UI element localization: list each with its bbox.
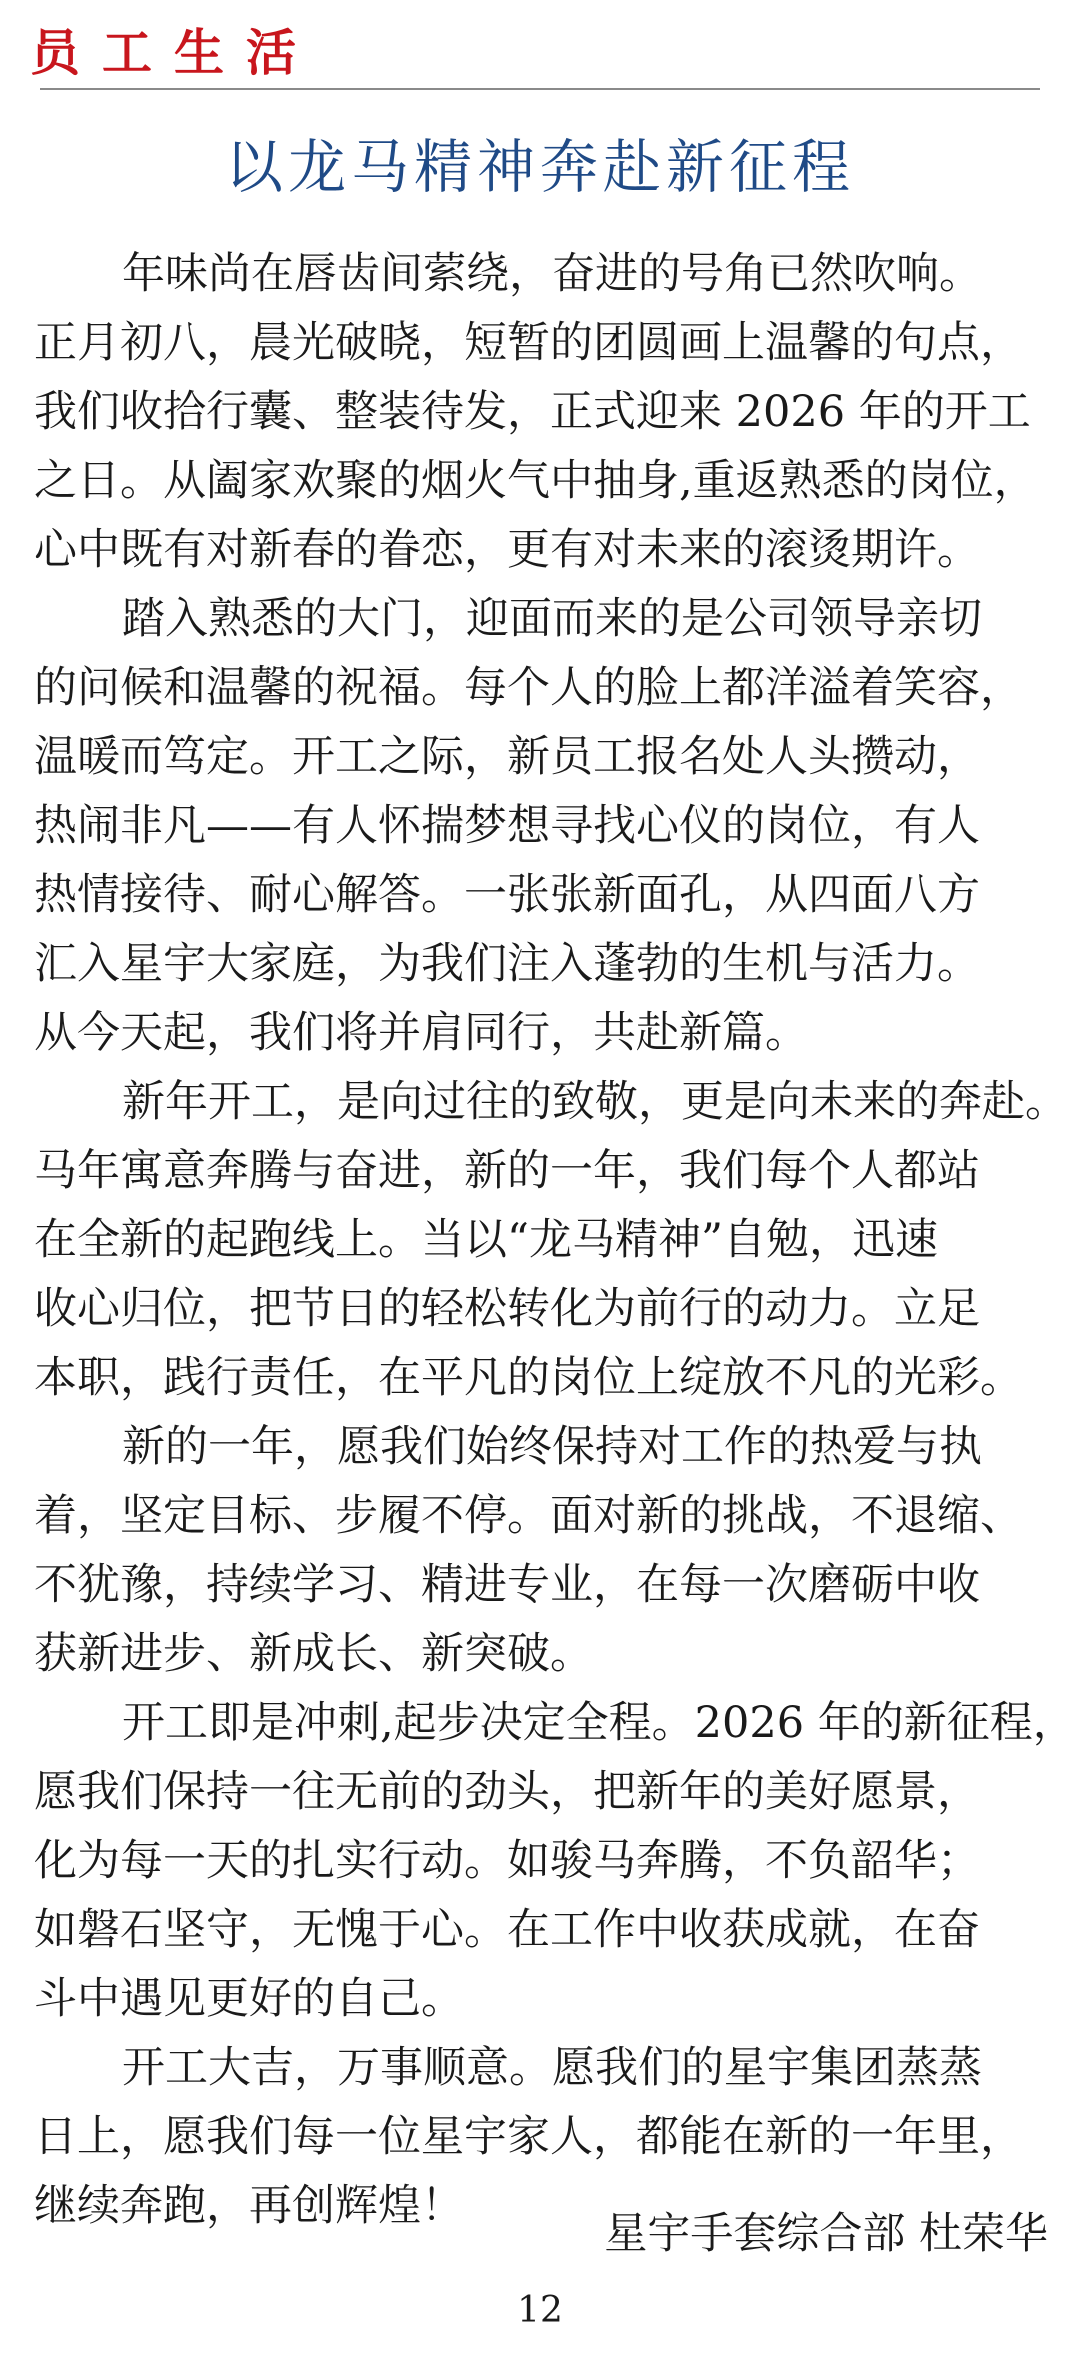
- text-line: 在全新的起跑线上。当以“龙马精神”自勉，迅速: [34, 1215, 938, 1265]
- text-line: 热情接待、耐心解答。一张张新面孔，从四面八方: [34, 870, 980, 920]
- text-line: 之日。从阖家欢聚的烟火气中抽身,重返熟悉的岗位，: [34, 456, 1037, 506]
- section-header: 员工生活: [30, 24, 318, 82]
- paragraph: [34, 1068, 1068, 1413]
- paragraph: [34, 1413, 1052, 1689]
- text-line: 化为每一天的扎实行动。如骏马奔腾，不负韶华；: [34, 1836, 980, 1886]
- text-line: 斗中遇见更好的自己。: [34, 1974, 464, 2024]
- text-line: 如磐石坚守，无愧于心。在工作中收获成就，在奋: [34, 1905, 980, 1955]
- text-line: 年味尚在唇齿间萦绕，奋进的号角已然吹响。: [122, 249, 982, 299]
- text-line: 马年寓意奔腾与奋进，新的一年，我们每个人都站: [34, 1146, 980, 1196]
- header-divider: [40, 88, 1040, 90]
- page-number: 12: [517, 2290, 563, 2331]
- text-line: 开工大吉，万事顺意。愿我们的星宇集团蒸蒸: [122, 2043, 982, 2093]
- text-line: 继续奔跑，再创辉煌！: [34, 2181, 464, 2231]
- text-line: 踏入熟悉的大门，迎面而来的是公司领导亲切: [122, 594, 982, 644]
- text-line: 获新进步、新成长、新突破。: [34, 1629, 593, 1679]
- text-line: 开工即是冲刺,起步决定全程。2026 年的新征程，: [122, 1698, 1076, 1748]
- text-line: 从今天起，我们将并肩同行，共赴新篇。: [34, 1008, 808, 1058]
- author-signature: 星宇手套综合部 杜荣华: [604, 2209, 1048, 2259]
- text-line: 新年开工，是向过往的致敬，更是向未来的奔赴。: [122, 1077, 1068, 1127]
- paragraph: [34, 1689, 1076, 2034]
- text-line: 日上，愿我们每一位星宇家人，都能在新的一年里，: [34, 2112, 1023, 2162]
- text-line: 愿我们保持一往无前的劲头，把新年的美好愿景，: [34, 1767, 980, 1817]
- text-line: 新的一年，愿我们始终保持对工作的热爱与执: [122, 1422, 982, 1472]
- text-line: 我们收拾行囊、整装待发，正式迎来 2026 年的开工: [34, 387, 1031, 437]
- text-line: 心中既有对新春的眷恋，更有对未来的滚烫期许。: [34, 525, 980, 575]
- text-line: 正月初八，晨光破晓，短暂的团圆画上温馨的句点，: [34, 318, 1023, 368]
- text-line: 不犹豫，持续学习、精进专业，在每一次磨砺中收: [34, 1560, 980, 1610]
- article-body: [34, 240, 1076, 2241]
- paragraph: [34, 240, 1052, 585]
- text-line: 温暖而笃定。开工之际，新员工报名处人头攒动，: [34, 732, 980, 782]
- paragraph: [34, 585, 1052, 1068]
- text-line: 收心归位，把节日的轻松转化为前行的动力。立足: [34, 1284, 980, 1334]
- text-line: 着，坚定目标、步履不停。面对新的挑战，不退缩、: [34, 1491, 1023, 1541]
- text-line: 的问候和温馨的祝福。每个人的脸上都洋溢着笑容，: [34, 663, 1023, 713]
- text-line: 热闹非凡——有人怀揣梦想寻找心仪的岗位，有人: [34, 801, 980, 851]
- text-line: 汇入星宇大家庭，为我们注入蓬勃的生机与活力。: [34, 939, 980, 989]
- text-line: 本职，践行责任，在平凡的岗位上绽放不凡的光彩。: [34, 1353, 1023, 1403]
- article-title: 以龙马精神奔赴新征程: [224, 133, 855, 201]
